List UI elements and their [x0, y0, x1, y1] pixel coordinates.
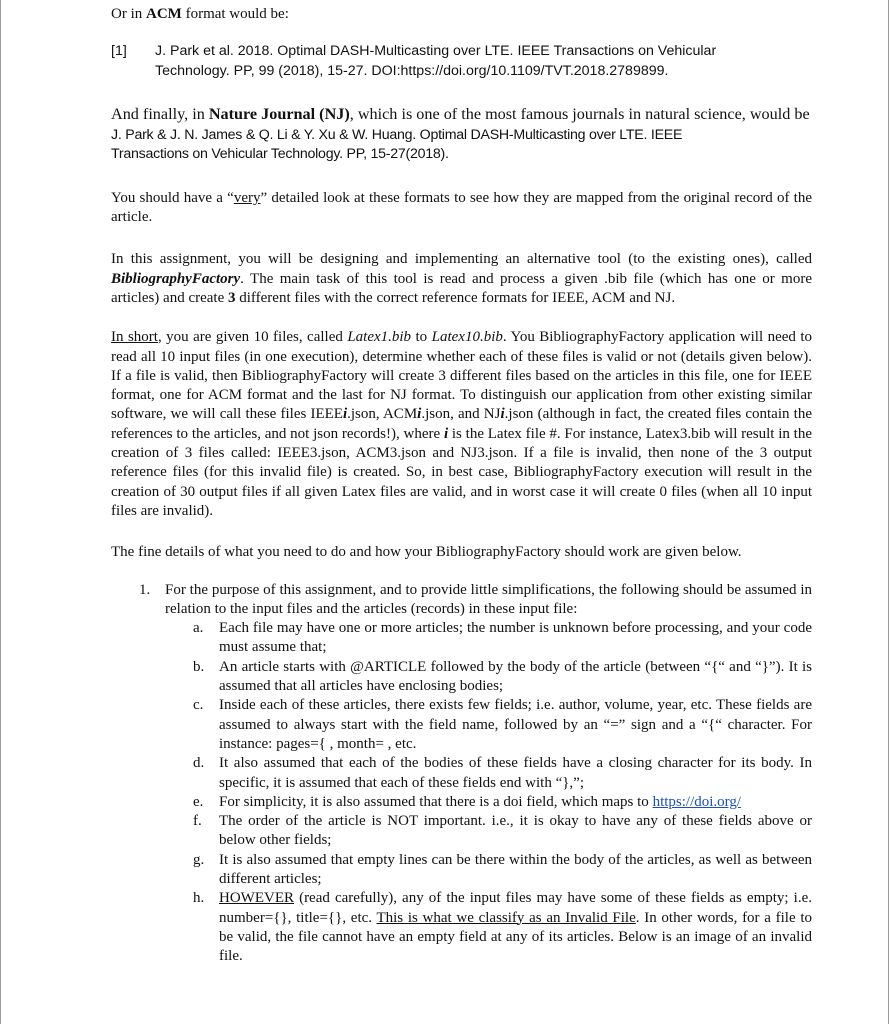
- acm-intro-tail: format would be:: [181, 6, 289, 22]
- short-text: . You BibliographyFactory application will need to read all 10 input files (in one execution), determine whether each of these files is valid or not (details given below). If a file is valid, then BibliographyFactory will create 3 different files based on the articles in this file, one for IEEE format, one for ACM format and the last for NJ format. To distinguish our application from other existing similar software, we will call these files IEEE: [111, 329, 812, 423]
- list-marker: c.: [193, 697, 204, 714]
- however-label: HOWEVER: [219, 890, 294, 907]
- short-text: .json, ACM: [347, 406, 418, 423]
- sub-item-c: [111, 696, 812, 754]
- list-item-text: . In other words, for a file to be valid, the file cannot have an empty field at any of its articles. Below is an image of an invalid file.: [219, 909, 812, 965]
- short-text: , you are given 10 files, called: [157, 329, 348, 346]
- reference-text: [155, 42, 812, 81]
- acm-reference: [111, 42, 812, 81]
- index-variable: i: [342, 406, 348, 423]
- list-item-text: An article starts with @ARTICLE followed by the body of the article (between “{“ and “}”). It is assumed that all articles have enclosing bodies;: [219, 658, 812, 695]
- acm-label: ACM: [146, 6, 182, 22]
- sub-item-b: [111, 658, 812, 697]
- nj-reference: [111, 126, 812, 165]
- in-short-label: In short: [111, 329, 158, 346]
- reference-number: [1]: [111, 43, 127, 60]
- tool-name: BibliographyFactory: [111, 270, 241, 287]
- short-text: is the Latex file #. For instance, Latex3.bib will result in the creation of 3 files called: IEEE3.json, ACM3.json and NJ3.json. If a file is invalid, then none of the 3 output reference files (for this invalid file) is created. So, in best case, BibliographyFactory execution will result in the creation of 30 output files if all given Latex files are valid, and in worst case it will create 0 files (when all 10 input files are invalid).: [111, 425, 812, 519]
- list-item-text: The order of the article is NOT important. i.e., it is okay to have any of these fields above or below other fields;: [219, 813, 812, 849]
- list-item-text: For the purpose of this assignment, and to provide little simplifications, the following should be assumed in relation to the input files and the articles (records) in these input file:: [165, 581, 812, 617]
- acm-intro-text: Or in: [111, 6, 146, 22]
- list-item-text: (read carefully), any of the input files may have some of these fields as empty; i.e. number={}, title={}, etc.: [219, 890, 812, 926]
- sub-item-h: [111, 889, 812, 966]
- look-paragraph: [111, 189, 812, 228]
- reference-line: Technology. PP, 99 (2018), 15-27. DOI:https://doi.org/10.1109/TVT.2018.2789899.: [155, 62, 669, 79]
- list-marker: a.: [193, 620, 204, 637]
- first-file-name: Latex1.bib: [347, 329, 412, 346]
- list-marker: f.: [193, 813, 202, 830]
- document-body: [111, 0, 812, 966]
- list-marker: 1.: [139, 581, 151, 598]
- reference-line: J. Park et al. 2018. Optimal DASH-Multicasting over LTE. IEEE Transactions on Vehicular: [155, 43, 717, 60]
- list-marker: e.: [193, 793, 204, 810]
- reference-line: J. Park & J. N. James & Q. Li & Y. Xu & W. Huang. Optimal DASH-Multicasting over LTE. IEEE: [111, 126, 683, 143]
- assignment-text: In this assignment, you will be designing and implementing an alternative tool (to the existing ones), called: [111, 251, 812, 268]
- nj-intro-text: And finally, in: [111, 105, 209, 124]
- invalid-file-definition: This is what we classify as an Invalid File: [376, 909, 636, 926]
- nj-intro-tail: , which is one of the most famous journals in natural science, would be: [349, 105, 810, 124]
- requirements-list: [111, 581, 812, 967]
- sub-item-d: [111, 754, 812, 793]
- assignment-tail: different files with the correct reference formats for IEEE, ACM and NJ.: [235, 289, 676, 306]
- short-text: .json, and NJ: [421, 406, 501, 423]
- sub-item-a: [111, 619, 812, 658]
- fine-details-paragraph: The fine details of what you need to do and how your BibliographyFactory should work are given below.: [111, 544, 742, 561]
- list-item-1: [111, 581, 812, 620]
- list-item-text: It also assumed that each of the bodies of these fields have a closing character for its body. In specific, it is assumed that each of these fields end with “},”;: [219, 755, 812, 791]
- assignment-text-mid: . The main task of this tool is read and process a given .bib file (which has one or more articles) and create: [111, 270, 812, 306]
- index-variable: i: [417, 406, 422, 423]
- short-text: .json (although in fact, the created files contain the references to the articles, and not json records!), where: [111, 406, 812, 442]
- list-item-text: Each file may have one or more articles; the number is unknown before processing, and your code must assume that;: [219, 620, 812, 656]
- nj-intro: [111, 104, 812, 125]
- look-tail: ” detailed look at these formats to see how they are mapped from the original record of the article.: [111, 189, 812, 226]
- list-marker: d.: [193, 755, 205, 772]
- sub-item-e: [111, 793, 812, 812]
- list-item-text: It is also assumed that empty lines can be there within the body of the articles, as well as between different articles;: [219, 851, 812, 887]
- short-text: to: [411, 329, 432, 346]
- list-marker: g.: [193, 851, 205, 868]
- look-text: You should have a “: [111, 189, 234, 206]
- file-count: 3: [228, 289, 236, 306]
- list-marker: h.: [193, 890, 205, 907]
- index-variable: i: [443, 425, 449, 442]
- list-item-text: Inside each of these articles, there exists few fields; i.e. author, volume, year, etc. These fields are assumed to always start with the field name, followed by an “=” sign and a “{“ character. For instance: pages={ , month= , etc.: [219, 697, 812, 752]
- short-paragraph: [111, 328, 812, 521]
- doi-link[interactable]: https://doi.org/: [652, 793, 742, 810]
- last-file-name: Latex10.bib: [431, 329, 503, 346]
- assignment-paragraph: [111, 250, 812, 308]
- list-marker: b.: [193, 658, 205, 675]
- nj-label: Nature Journal (NJ): [208, 105, 350, 124]
- sub-item-f: [111, 812, 812, 851]
- emphasis-very: very: [233, 189, 261, 206]
- sub-item-g: [111, 851, 812, 890]
- index-variable: i: [500, 406, 505, 423]
- reference-line: Transactions on Vehicular Technology. PP, 15-27(2018).: [111, 146, 449, 163]
- acm-intro: [111, 5, 812, 24]
- list-item-text: For simplicity, it is also assumed that there is a doi field, which maps to: [219, 793, 653, 810]
